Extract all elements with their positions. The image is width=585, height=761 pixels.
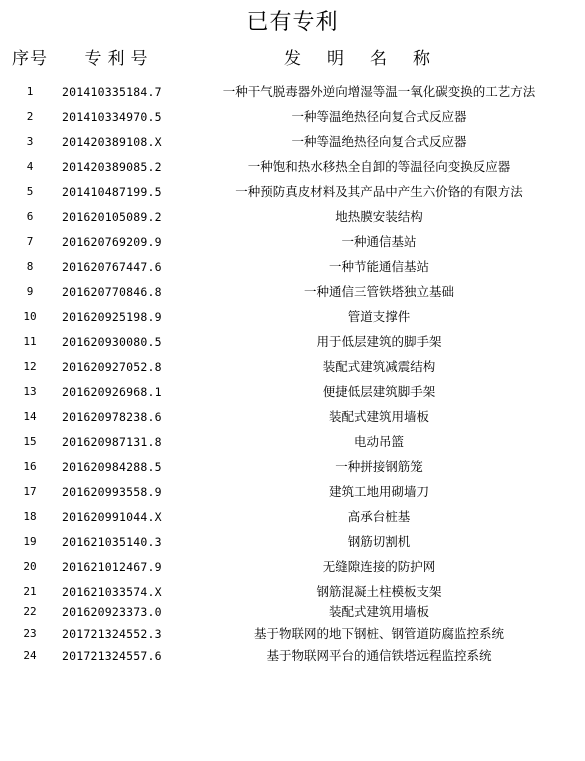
row-patent-no: 201620923373.0: [62, 605, 162, 619]
row-name: 用于低层建筑的脚手架: [316, 334, 442, 349]
row-seq: 2: [26, 110, 34, 123]
page-title: 已有专利: [246, 10, 339, 35]
row-name: 无缝隙连接的防护网: [322, 559, 436, 574]
row-patent-no: 201721324557.6: [62, 649, 162, 663]
table-row: [0, 281, 585, 303]
row-name: 一种等温绝热径向复合式反应器: [291, 109, 467, 124]
row-seq: 21: [23, 585, 37, 598]
row-name: 钢筋混凝土柱模板支架: [316, 584, 442, 599]
table-row: [0, 506, 585, 528]
row-patent-no: 201620978238.6: [62, 410, 162, 424]
row-name: 一种干气脱毒器外逆向增湿等温一氧化碳变换的工艺方法: [222, 84, 536, 99]
row-name: 装配式建筑用墙板: [328, 604, 429, 619]
row-name: 基于物联网的地下钢桩、钢管道防腐监控系统: [253, 626, 504, 641]
row-patent-no: 201621033574.X: [62, 585, 162, 599]
row-patent-no: 201620770846.8: [62, 285, 162, 299]
row-name: 管道支撑件: [347, 309, 411, 324]
row-patent-no: 201420389108.X: [62, 135, 162, 149]
row-patent-no: 201620767447.6: [62, 260, 162, 274]
row-name: 钢筋切割机: [347, 534, 411, 549]
row-name: 高承台桩基: [347, 509, 411, 524]
table-row: [0, 431, 585, 453]
row-patent-no: 201620930080.5: [62, 335, 162, 349]
row-seq: 23: [23, 627, 37, 640]
row-patent-no: 201621012467.9: [62, 560, 162, 574]
row-patent-no: 201620991044.X: [62, 510, 162, 524]
row-seq: 22: [23, 605, 37, 618]
row-name: 装配式建筑减震结构: [322, 359, 436, 374]
table-row: [0, 256, 585, 278]
row-seq: 9: [26, 285, 34, 298]
row-patent-no: 201620984288.5: [62, 460, 162, 474]
table-row: [0, 356, 585, 378]
row-seq: 17: [23, 485, 37, 498]
table-row: [0, 601, 585, 623]
row-seq: 10: [23, 310, 37, 323]
row-name: 一种饱和热水移热全自卸的等温径向变换反应器: [247, 159, 511, 174]
table-row: [0, 331, 585, 353]
row-patent-no: 201620925198.9: [62, 310, 162, 324]
table-row: [0, 156, 585, 178]
table-row: [0, 645, 585, 667]
table-row: [0, 181, 585, 203]
row-seq: 14: [23, 410, 37, 423]
row-patent-no: 201420389085.2: [62, 160, 162, 174]
row-seq: 20: [23, 560, 37, 573]
row-seq: 19: [23, 535, 37, 548]
table-row: [0, 131, 585, 153]
row-patent-no: 201410487199.5: [62, 185, 162, 199]
row-seq: 16: [23, 460, 37, 473]
row-patent-no: 201620105089.2: [62, 210, 162, 224]
table-row: [0, 406, 585, 428]
table-row: [0, 481, 585, 503]
row-patent-no: 201410335184.7: [62, 85, 162, 99]
row-patent-no: 201620987131.8: [62, 435, 162, 449]
row-seq: 24: [23, 649, 37, 662]
table-row: [0, 231, 585, 253]
row-patent-no: 201620927052.8: [62, 360, 162, 374]
table-row: [0, 381, 585, 403]
row-seq: 3: [26, 135, 34, 148]
row-name: 一种预防真皮材料及其产品中产生六价铬的有限方法: [235, 184, 523, 199]
row-seq: 1: [26, 85, 34, 98]
row-name: 装配式建筑用墙板: [328, 409, 429, 424]
row-name: 便捷低层建筑脚手架: [322, 384, 436, 399]
table-row: [0, 581, 585, 603]
row-name: 地热膜安装结构: [335, 209, 423, 224]
row-name: 建筑工地用砌墙刀: [328, 484, 429, 499]
row-seq: 12: [23, 360, 37, 373]
table-row: [0, 81, 585, 103]
row-name: 一种通信三管铁塔独立基础: [303, 284, 454, 299]
header-seq: 序号: [12, 49, 48, 69]
table-row: [0, 456, 585, 478]
row-seq: 18: [23, 510, 37, 523]
row-name: 基于物联网平台的通信铁塔远程监控系统: [266, 648, 492, 663]
row-patent-no: 201621035140.3: [62, 535, 162, 549]
row-seq: 7: [26, 235, 34, 248]
header-name: 发明名称: [284, 49, 456, 69]
table-row: [0, 623, 585, 645]
table-row: [0, 106, 585, 128]
row-seq: 5: [26, 185, 34, 198]
table-row: [0, 206, 585, 228]
row-patent-no: 201620993558.9: [62, 485, 162, 499]
row-name: 一种拼接钢筋笼: [335, 459, 423, 474]
row-seq: 15: [23, 435, 37, 448]
row-name: 一种通信基站: [341, 234, 417, 249]
row-seq: 13: [23, 385, 37, 398]
header-patent-no: 专利号: [84, 49, 154, 69]
row-patent-no: 201410334970.5: [62, 110, 162, 124]
row-seq: 6: [26, 210, 34, 223]
row-name: 电动吊篮: [353, 434, 404, 449]
row-seq: 4: [26, 160, 34, 173]
row-seq: 11: [23, 335, 37, 348]
row-name: 一种等温绝热径向复合式反应器: [291, 134, 467, 149]
table-row: [0, 306, 585, 328]
row-name: 一种节能通信基站: [328, 259, 429, 274]
row-patent-no: 201721324552.3: [62, 627, 162, 641]
row-patent-no: 201620926968.1: [62, 385, 162, 399]
table-row: [0, 531, 585, 553]
row-seq: 8: [26, 260, 34, 273]
table-row: [0, 556, 585, 578]
row-patent-no: 201620769209.9: [62, 235, 162, 249]
